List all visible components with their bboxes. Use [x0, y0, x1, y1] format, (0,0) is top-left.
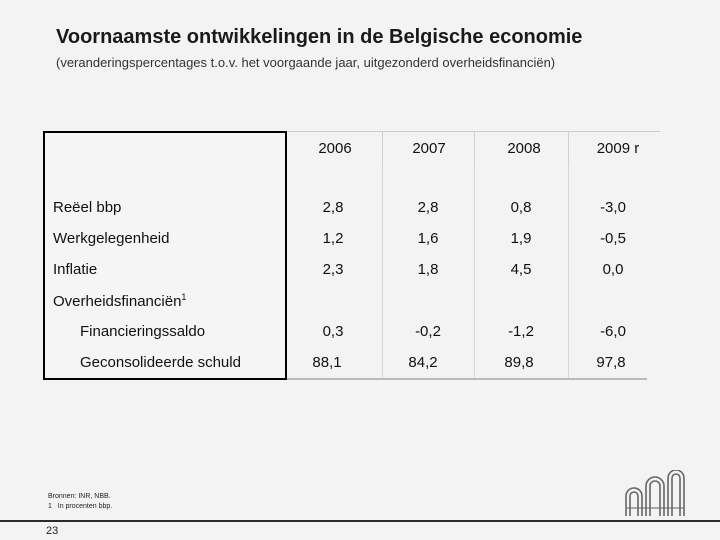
year-header: 2009 r: [596, 140, 640, 157]
footnote-mark: 1: [48, 503, 52, 510]
page-number: 23: [46, 525, 59, 537]
table-cell: 2,8: [322, 199, 344, 216]
table-cell: -0,5: [600, 230, 626, 247]
group-label-text: Overheidsfinanciën: [53, 293, 182, 310]
table-cell: 1,9: [510, 230, 532, 247]
column-divider: [474, 165, 475, 378]
footnote: [48, 503, 112, 510]
footnote-mark: 1: [181, 292, 187, 302]
table-cell: 0,8: [510, 199, 532, 216]
table-cell: 1,8: [417, 261, 439, 278]
table-cell: 0,3: [322, 323, 344, 340]
row-label: Werkgelegenheid: [53, 230, 170, 247]
table-cell: 88,1: [312, 354, 342, 371]
group-label: [53, 292, 186, 310]
footer-bar: [0, 520, 720, 522]
row-label: Geconsolideerde schuld: [80, 354, 241, 371]
table-cell: 1,2: [322, 230, 344, 247]
table-cell: 97,8: [596, 354, 626, 371]
page-subtitle: (veranderingspercentages t.o.v. het voorgaande jaar, uitgezonderd overheidsfinanciën): [56, 55, 556, 70]
row-label-frame: [43, 131, 287, 380]
table-cell: -6,0: [600, 323, 626, 340]
table-cell: 1,6: [417, 230, 439, 247]
table-bottom-rule: [287, 378, 647, 380]
year-header: 2007: [412, 140, 446, 157]
row-label: Reëel bbp: [53, 199, 122, 216]
table-cell: 2,8: [417, 199, 439, 216]
table-cell: 4,5: [510, 261, 532, 278]
row-label: Inflatie: [53, 261, 98, 278]
year-header: 2008: [507, 140, 541, 157]
table-cell: 84,2: [408, 354, 438, 371]
nbb-logo-icon: [622, 470, 688, 518]
table-cell: 89,8: [504, 354, 534, 371]
table-cell: 0,0: [602, 261, 624, 278]
table-cell: -3,0: [600, 199, 626, 216]
sources-note: Bronnen: INR, NBB.: [48, 493, 111, 500]
page-title: Voornaamste ontwikkelingen in de Belgische economie: [56, 26, 583, 48]
table-cell: 2,3: [322, 261, 344, 278]
column-divider: [382, 165, 383, 378]
footnote-text: In procenten bbp.: [57, 503, 113, 510]
table-cell: -0,2: [415, 323, 441, 340]
row-label: Financieringssaldo: [80, 323, 206, 340]
table-cell: -1,2: [508, 323, 534, 340]
column-divider: [568, 165, 569, 378]
year-header: 2006: [318, 140, 352, 157]
